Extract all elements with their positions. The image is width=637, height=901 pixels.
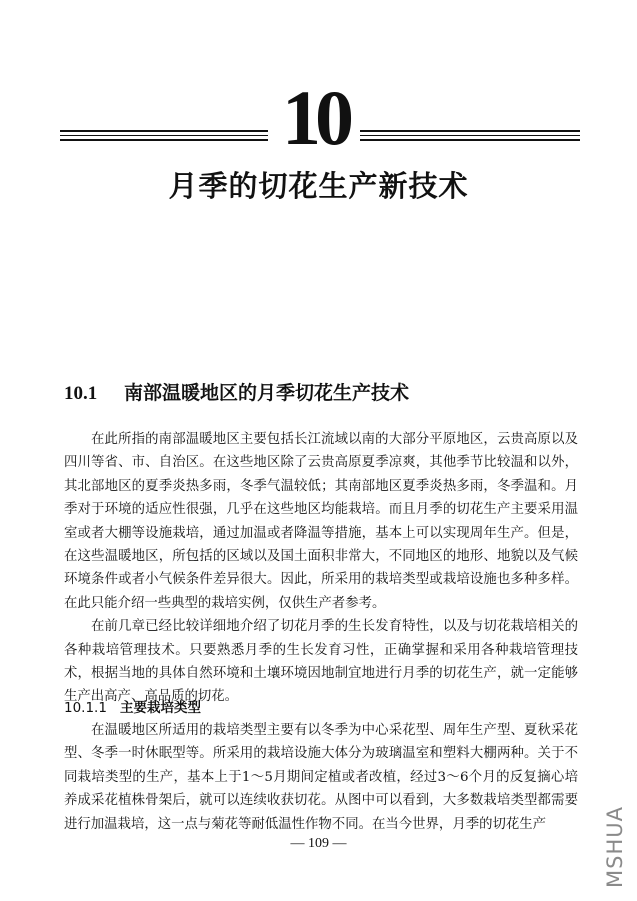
chapter-title: 月季的切花生产新技术 (168, 169, 469, 203)
page-number: — 109 — (290, 836, 347, 851)
subsection-body (64, 719, 578, 836)
watermark-text: MSHUA (603, 806, 627, 888)
subsection-number: 10.1.1 (64, 700, 107, 716)
section-title: 南部温暖地区的月季切花生产技术 (124, 382, 410, 404)
chapter-number: 10 (282, 74, 348, 161)
chapter-header (60, 74, 580, 161)
header-rule-right (360, 130, 580, 144)
paragraph: 在前几章已经比较详细地介绍了切花月季的生长发育特性，以及与切花栽培相关的各种栽培管理技术。只要熟悉月季的生长发育习性，正确掌握和采用各种栽培管理技术，根据当地的具体自然环境和土壤环境因地制宜地进行月季的切花生产，就一定能够生产出高产、高品质的切花。 (64, 619, 578, 705)
section-heading (64, 378, 409, 405)
section-number: 10.1 (64, 383, 98, 404)
subsection-heading (64, 696, 201, 716)
paragraph: 在此所指的南部温暖地区主要包括长江流域以南的大部分平原地区，云贵高原以及四川等省、市、自治区。在这些地区除了云贵高原夏季凉爽，其他季节比较温和以外，其北部地区的夏季炎热多雨，冬季气温较低；其南部地区夏季炎热多雨，冬季温和。月季对于环境的适应性很强，几乎在这些地区均能栽培。而且月季的切花生产主要采用温室或者大棚等设施栽培，通过加温或者降温等措施，基本上可以实现周年生产。但是，在这些温暖地区，所包括的区域以及国土面积非常大，不同地区的地形、地貌以及气候环境条件或者小气候条件差异很大。因此，所采用的栽培类型或栽培设施也多种多样。在此只能介绍一些典型的栽培实例，仅供生产者参考。 (64, 432, 578, 611)
header-rule-left (60, 130, 268, 144)
subsection-title: 主要栽培类型 (120, 700, 201, 716)
section-body (64, 428, 578, 709)
paragraph: 在温暖地区所适用的栽培类型主要有以冬季为中心采花型、周年生产型、夏秋采花型、冬季一时休眠型等。所采用的栽培设施大体分为玻璃温室和塑料大棚两种。关于不同栽培类型的生产，基本上于1～5月期间定植或者改植，经过3～6个月的反复摘心培养成采花植株骨架后，就可以连续收获切花。从图中可以看到，大多数栽培类型都需要进行加温栽培，这一点与菊花等耐低温性作物不同。在当今世界，月季的切花生产 (64, 723, 578, 832)
